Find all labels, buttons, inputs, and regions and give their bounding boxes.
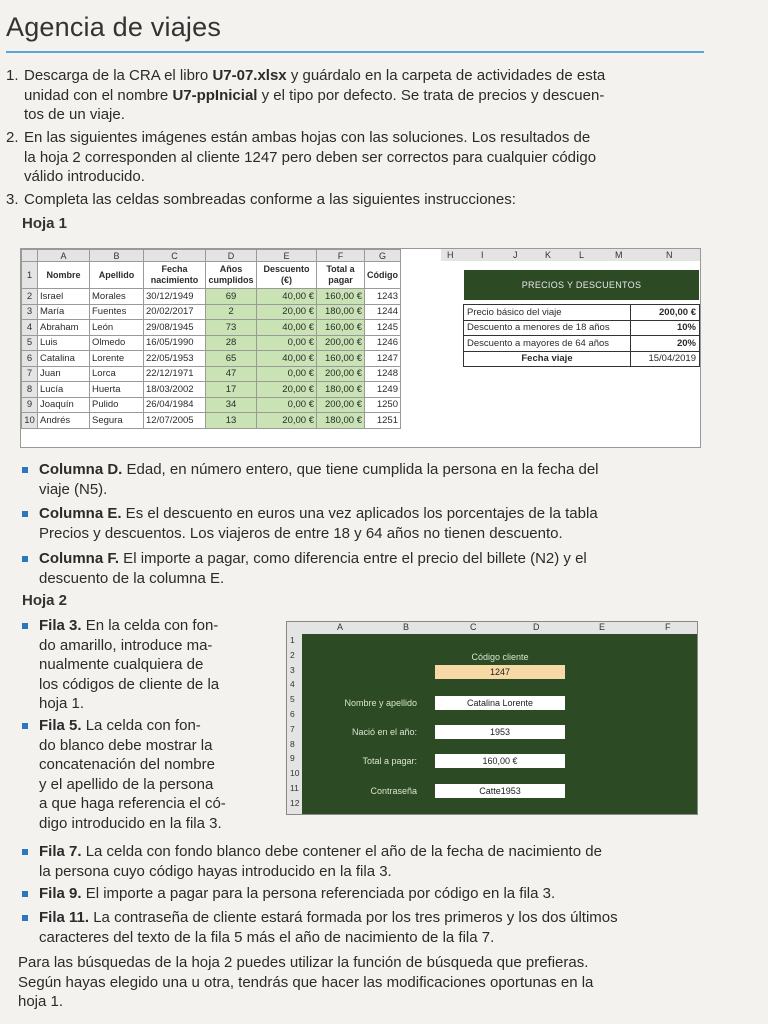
table-cell: 180,00 €: [317, 304, 365, 320]
bullet-line: do amarillo, introduce ma-: [39, 636, 213, 654]
table-cell: 69: [206, 289, 257, 305]
row-number: 7: [290, 723, 295, 734]
page-title: Agencia de viajes: [6, 12, 222, 42]
table-cell: 1245: [365, 320, 401, 336]
col-letter: K: [545, 250, 552, 260]
table-cell: 1244: [365, 304, 401, 320]
table-cell: 20/02/2017: [144, 304, 206, 320]
row-number: 9: [22, 397, 38, 413]
column-header: Apellido: [90, 262, 144, 289]
table-cell: 40,00 €: [257, 351, 317, 367]
table-cell: Andrés: [38, 413, 90, 429]
field-label: Contraseña: [370, 786, 417, 796]
prices-row: [464, 320, 700, 336]
codigo-label: Código cliente: [471, 652, 529, 662]
fecha-row: [464, 351, 700, 367]
row-number: 12: [290, 797, 300, 808]
prices-label: Descuento a mayores de 64 años: [464, 336, 631, 352]
table-row: [22, 413, 401, 429]
table-cell: 13: [206, 413, 257, 429]
sheet1-header-row: [22, 262, 401, 289]
col-letter: B: [403, 622, 410, 632]
table-cell: 1243: [365, 289, 401, 305]
table-cell: 16/05/1990: [144, 335, 206, 351]
row-number: 10: [22, 413, 38, 429]
row-number: 7: [22, 366, 38, 382]
table-cell: 1250: [365, 397, 401, 413]
field-label: Nombre y apellido: [344, 698, 417, 708]
instruction-number: 3.: [6, 191, 19, 208]
prices-value: 200,00 €: [631, 305, 700, 321]
table-cell: 22/05/1953: [144, 351, 206, 367]
col-letter: H: [447, 250, 454, 260]
table-cell: 1247: [365, 351, 401, 367]
bullet-square: [22, 511, 28, 517]
col-letter: D: [533, 622, 540, 632]
fecha-value: 15/04/2019: [631, 351, 700, 367]
instruction-line: válido introducido.: [24, 168, 145, 185]
table-cell: Olmedo: [90, 335, 144, 351]
col-letter: F: [317, 250, 365, 262]
bullet-square: [22, 556, 28, 562]
table-cell: 65: [206, 351, 257, 367]
hoja1-label: Hoja 1: [22, 215, 68, 232]
table-cell: María: [38, 304, 90, 320]
table-cell: 26/04/1984: [144, 397, 206, 413]
table-cell: 200,00 €: [317, 397, 365, 413]
row-number: 11: [290, 783, 299, 793]
closing-line: Para las búsquedas de la hoja 2 puedes utilizar la función de búsqueda que prefieras.: [18, 954, 589, 971]
sheet1-screenshot: [20, 248, 701, 448]
table-cell: 200,00 €: [317, 335, 365, 351]
prices-label: Precio básico del viaje: [464, 305, 631, 321]
table-row: [22, 320, 401, 336]
table-cell: 180,00 €: [317, 413, 365, 429]
table-row: [22, 289, 401, 305]
row-number: 5: [290, 694, 295, 705]
table-cell: 20,00 €: [257, 413, 317, 429]
sheet1-col-header-row: [22, 250, 401, 262]
corner-cell: [22, 250, 38, 262]
column-header: Años cumplidos: [206, 262, 257, 289]
prices-row: [464, 305, 700, 321]
table-cell: Joaquín: [38, 397, 90, 413]
sheet1-grid: [21, 249, 401, 429]
table-cell: 160,00 €: [317, 289, 365, 305]
table-cell: 1249: [365, 382, 401, 398]
bullet-square: [22, 623, 28, 629]
prices-label: Descuento a menores de 18 años: [464, 320, 631, 336]
col-letter: C: [470, 622, 477, 632]
bullet-line: caracteres del texto de la fila 5 más el año de nacimiento de la fila 7.: [39, 928, 495, 946]
field-value-cell: 160,00 €: [435, 754, 565, 768]
bullet-line: Columna D. Edad, en número entero, que tiene cumplida la persona en la fecha del: [39, 461, 599, 478]
table-row: [22, 351, 401, 367]
row-number: 6: [290, 709, 295, 719]
table-cell: Abraham: [38, 320, 90, 336]
table-cell: Luis: [38, 335, 90, 351]
table-cell: 40,00 €: [257, 289, 317, 305]
table-cell: 40,00 €: [257, 320, 317, 336]
bullet-line: los códigos de cliente de la: [39, 675, 220, 693]
col-letter: G: [365, 250, 401, 262]
table-cell: 200,00 €: [317, 366, 365, 382]
row-number: 8: [290, 738, 295, 749]
row-number: 3: [22, 304, 38, 320]
col-letter: A: [337, 622, 344, 632]
bullet-line: y el apellido de la persona: [39, 775, 214, 793]
row-number: 2: [22, 289, 38, 305]
row-number: 9: [290, 753, 295, 764]
bullet-line: viaje (N5).: [39, 480, 108, 498]
bullet-square: [22, 849, 28, 855]
bullet-line: Columna E. Es el descuento en euros una vez aplicados los porcentajes de la tabla: [39, 505, 598, 522]
bullet-line: la persona cuyo código hayas introducido en la fila 3.: [39, 862, 392, 880]
col-letter: I: [481, 250, 484, 260]
row-number: 1: [22, 262, 38, 289]
bullet-line: Columna F. El importe a pagar, como diferencia entre el precio del billete (N2) y el: [39, 550, 587, 567]
col-letter: N: [666, 250, 673, 260]
bullet-line: Fila 5. La celda con fon-: [39, 717, 201, 734]
table-row: [22, 366, 401, 382]
table-cell: 29/08/1945: [144, 320, 206, 336]
row-number: 1: [290, 635, 295, 645]
table-cell: 20,00 €: [257, 304, 317, 320]
row-number: 5: [22, 335, 38, 351]
prices-value: 20%: [631, 336, 700, 352]
row-number: 4: [22, 320, 38, 336]
bullet-line: Fila 7. La celda con fondo blanco debe contener el año de la fecha de nacimiento de: [39, 843, 602, 860]
row-number: 6: [22, 351, 38, 367]
col-letter: J: [513, 250, 518, 260]
sheet2-screenshot: [286, 621, 698, 815]
closing-line: Según hayas elegido una u otra, tendrás que hacer las modificaciones oportunas en la: [18, 973, 594, 991]
instruction-number: 2.: [6, 129, 19, 146]
table-cell: Israel: [38, 289, 90, 305]
row-number: 2: [290, 649, 295, 660]
row-number: 4: [290, 679, 295, 690]
bullet-line: Fila 3. En la celda con fon-: [39, 617, 219, 634]
instruction-line: unidad con el nombre U7-ppInicial y el tipo por defecto. Se trata de precios y descuen-: [24, 86, 605, 104]
table-cell: Juan: [38, 366, 90, 382]
table-cell: Catalina: [38, 351, 90, 367]
table-row: [22, 335, 401, 351]
table-cell: Segura: [90, 413, 144, 429]
col-letter: E: [257, 250, 317, 262]
field-value-cell: Catte1953: [435, 784, 565, 798]
instruction-line: Descarga de la CRA el libro U7-07.xlsx y guárdalo en la carpeta de actividades de esta: [24, 67, 606, 84]
bullet-line: do blanco debe mostrar la: [39, 736, 213, 754]
table-cell: Lorca: [90, 366, 144, 382]
sheet2-row-numbers: [287, 634, 302, 814]
col-letter: B: [90, 250, 144, 262]
closing-line: hoja 1.: [18, 993, 64, 1010]
prices-row: [464, 336, 700, 352]
table-cell: 0,00 €: [257, 397, 317, 413]
table-cell: Fuentes: [90, 304, 144, 320]
instruction-number: 1.: [6, 67, 19, 84]
field-label: Nació en el año:: [351, 727, 417, 737]
field-value-cell: Catalina Lorente: [435, 696, 565, 710]
column-header: Fecha nacimiento: [144, 262, 206, 289]
table-row: [22, 397, 401, 413]
sheet2-column-header: [287, 622, 697, 634]
col-letter: D: [206, 250, 257, 262]
table-cell: Pulido: [90, 397, 144, 413]
bullet-line: digo introducido en la fila 3.: [39, 814, 222, 832]
bullet-square: [22, 891, 28, 897]
instruction-line: Completa las celdas sombreadas conforme a las siguientes instrucciones:: [24, 191, 516, 208]
row-number: 10: [290, 768, 300, 779]
table-cell: 73: [206, 320, 257, 336]
table-cell: 47: [206, 366, 257, 382]
table-cell: 0,00 €: [257, 335, 317, 351]
instruction-line: la hoja 2 corresponden al cliente 1247 pero deben ser correctos para cualquier código: [24, 148, 597, 166]
field-label: Total a pagar:: [362, 756, 417, 766]
bullet-line: Fila 11. La contraseña de cliente estará formada por los tres primeros y los dos últimos: [39, 909, 618, 926]
table-cell: 34: [206, 397, 257, 413]
sheet1-header-strip: [441, 249, 700, 261]
table-cell: 28: [206, 335, 257, 351]
table-cell: León: [90, 320, 144, 336]
table-cell: 160,00 €: [317, 351, 365, 367]
bullet-line: nualmente cualquiera de: [39, 656, 204, 673]
table-cell: 12/07/2005: [144, 413, 206, 429]
table-cell: 160,00 €: [317, 320, 365, 336]
table-row: [22, 382, 401, 398]
table-cell: Huerta: [90, 382, 144, 398]
col-letter: C: [144, 250, 206, 262]
bullet-square: [22, 915, 28, 921]
table-cell: 0,00 €: [257, 366, 317, 382]
column-header: Nombre: [38, 262, 90, 289]
table-row: [22, 304, 401, 320]
table-cell: 22/12/1971: [144, 366, 206, 382]
table-cell: 1246: [365, 335, 401, 351]
fecha-label: Fecha viaje: [464, 351, 631, 367]
col-letter: F: [665, 622, 671, 632]
table-cell: 18/03/2002: [144, 382, 206, 398]
col-letter: A: [38, 250, 90, 262]
table-cell: 1251: [365, 413, 401, 429]
column-header: Código: [365, 262, 401, 289]
table-cell: 17: [206, 382, 257, 398]
prices-value: 10%: [631, 320, 700, 336]
table-cell: 30/12/1949: [144, 289, 206, 305]
bullet-square: [22, 723, 28, 729]
hoja2-label: Hoja 2: [22, 592, 68, 609]
col-letter: L: [579, 250, 585, 260]
bullet-square: [22, 467, 28, 473]
prices-table: [463, 304, 700, 367]
table-cell: Lorente: [90, 351, 144, 367]
col-letter: M: [615, 250, 623, 260]
field-value-cell: 1953: [435, 725, 565, 739]
row-number: 8: [22, 382, 38, 398]
col-letter: E: [599, 622, 606, 632]
prices-title: PRECIOS Y DESCUENTOS: [464, 270, 699, 300]
table-cell: Morales: [90, 289, 144, 305]
instruction-line: En las siguientes imágenes están ambas hojas con las soluciones. Los resultados de: [24, 129, 591, 146]
column-header: Descuento (€): [257, 262, 317, 289]
bullet-line: hoja 1.: [39, 695, 85, 712]
bullet-line: Fila 9. El importe a pagar para la persona referenciada por código en la fila 3.: [39, 885, 556, 902]
table-cell: 1248: [365, 366, 401, 382]
table-cell: Lucía: [38, 382, 90, 398]
table-cell: 2: [206, 304, 257, 320]
row-number: 3: [290, 664, 295, 675]
instruction-line: tos de un viaje.: [24, 106, 125, 123]
column-header: Total a pagar: [317, 262, 365, 289]
bullet-line: a que haga referencia el có-: [39, 795, 226, 812]
codigo-value-cell: 1247: [435, 665, 565, 679]
table-cell: 20,00 €: [257, 382, 317, 398]
bullet-line: Precios y descuentos. Los viajeros de entre 18 y 64 años no tienen descuento.: [39, 524, 563, 542]
title-underline: [6, 51, 704, 53]
table-cell: 180,00 €: [317, 382, 365, 398]
bullet-line: concatenación del nombre: [39, 756, 215, 773]
bullet-line: descuento de la columna E.: [39, 569, 225, 587]
